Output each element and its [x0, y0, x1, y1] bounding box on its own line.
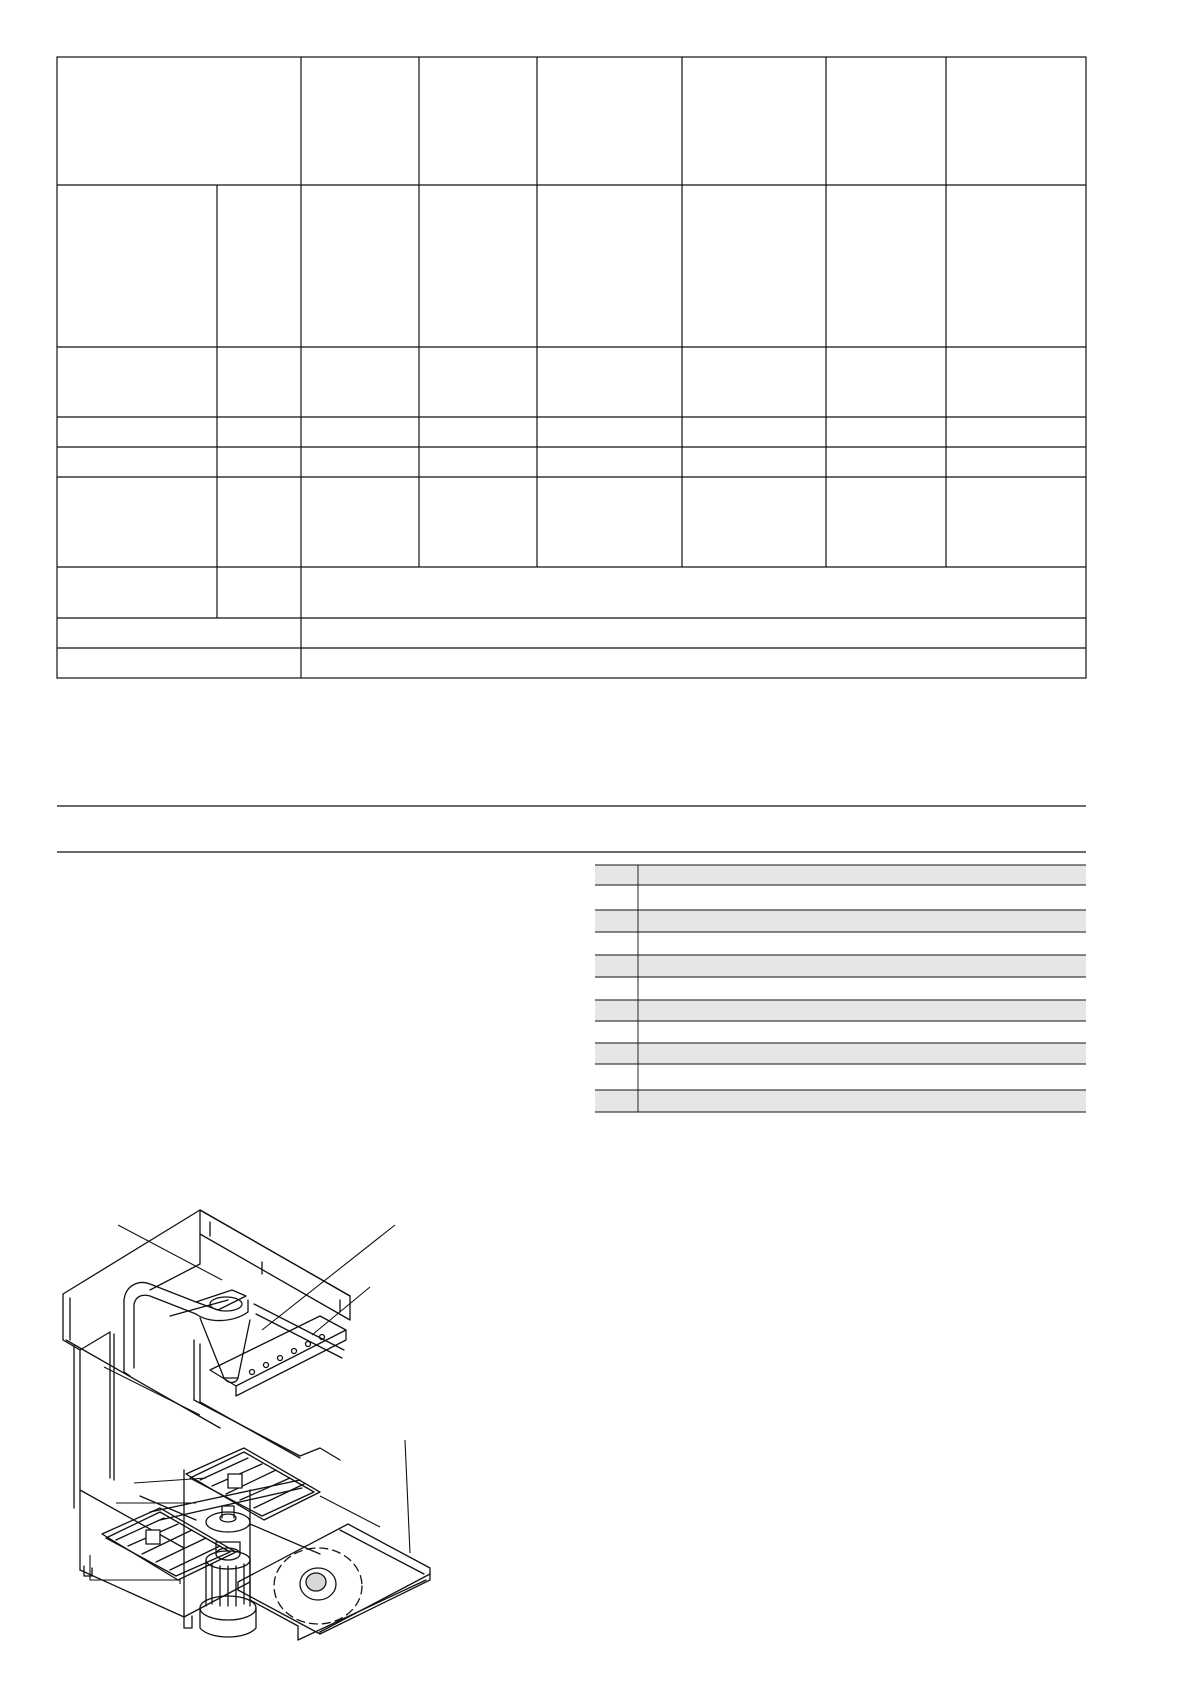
dishwasher-illustration	[63, 1210, 430, 1640]
callout-leader-8	[320, 1496, 380, 1527]
legend-row	[595, 865, 1086, 885]
callout-leader-2	[262, 1225, 395, 1330]
legend-table	[595, 865, 1086, 1112]
callout-leader-1	[118, 1225, 222, 1280]
callout-leader-4	[104, 1367, 200, 1415]
legend-row-shade	[595, 1043, 1086, 1064]
legend-row	[595, 1090, 1086, 1112]
section-heading	[57, 806, 1086, 852]
legend-row	[595, 955, 1086, 977]
back-panel	[150, 1210, 350, 1320]
lower-trays	[102, 1448, 320, 1580]
legend-row-shade	[595, 910, 1086, 932]
upper-spray-rail	[210, 1316, 346, 1396]
legend-row-shade	[595, 1000, 1086, 1021]
door-panel	[238, 1524, 430, 1640]
legend-row-lines	[595, 865, 1086, 1112]
legend-row	[595, 1043, 1086, 1064]
legend-row-shade	[595, 955, 1086, 977]
legend-row	[595, 910, 1086, 932]
spec-table-border	[57, 57, 1086, 678]
callout-leader-9	[90, 1555, 180, 1584]
legend-row	[595, 1000, 1086, 1021]
spec-table	[57, 57, 1086, 678]
legend-row-shade	[595, 865, 1086, 885]
callout-leader-5	[405, 1440, 410, 1553]
legend-row-shade	[595, 1090, 1086, 1112]
